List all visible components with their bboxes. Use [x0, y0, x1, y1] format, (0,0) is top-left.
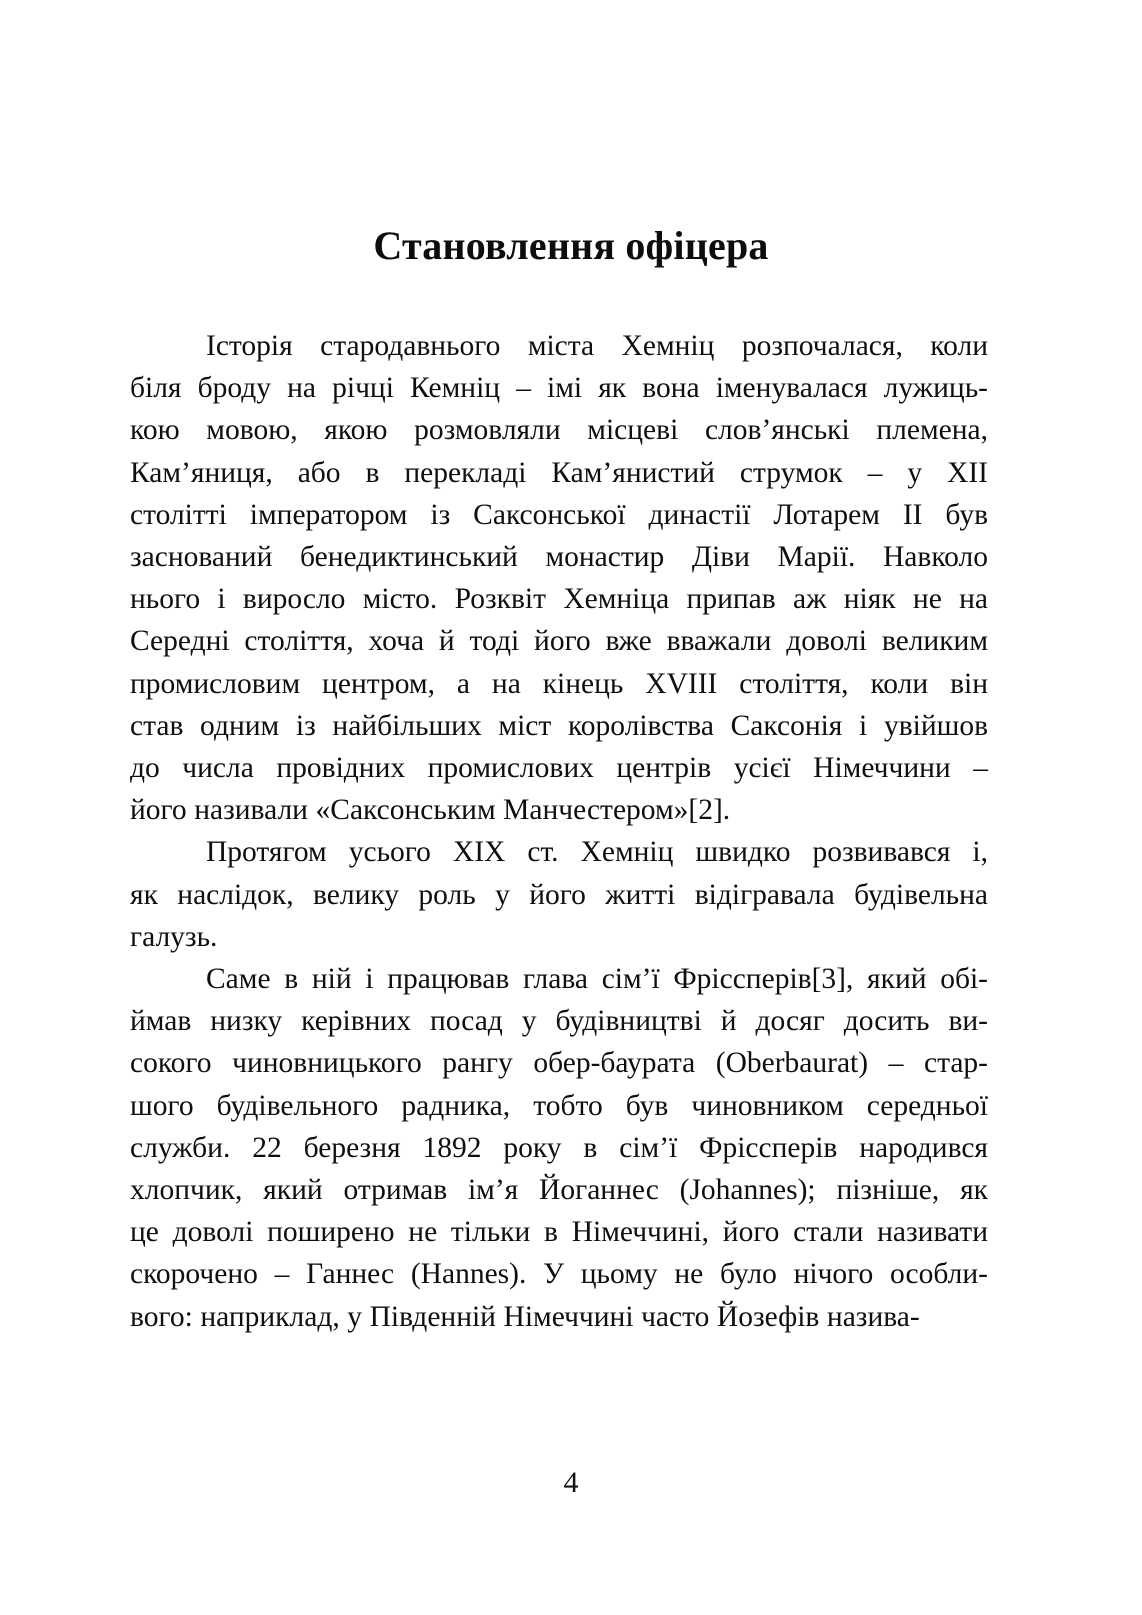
text-line: став одним із найбільших міст королівства Саксонія і увійшов: [130, 709, 988, 742]
text-line: Саме в ній і працював глава сім’ї Фріссперів[3], який обі-: [206, 963, 988, 996]
text-line: хлопчик, який отримав ім’я Йоганнес (Johannes); пізніше, як: [130, 1174, 988, 1207]
text-line: скорочено – Ганнес (Hannes). У цьому не було нічого особли-: [130, 1258, 988, 1291]
text-line: його називали «Саксонським Манчестером»[2].: [130, 794, 731, 827]
text-line: ймав низку керівних посад у будівництві й досяг досить ви-: [130, 1005, 988, 1038]
paragraph-2: [130, 831, 988, 958]
text-line: нього і виросло місто. Розквіт Хемніца припав аж ніяк не на: [130, 583, 988, 616]
text-line: Історія стародавнього міста Хемніц розпочалася, коли: [206, 330, 988, 362]
text-line: сокого чиновницького рангу обер-баурата (Oberbaurat) – стар-: [130, 1047, 988, 1080]
text-line: вого: наприклад, у Південній Німеччині часто Йозефів назива-: [130, 1300, 920, 1333]
page-number: 4: [563, 1466, 579, 1499]
text-line: як наслідок, велику роль у його житті відігравала будівельна: [130, 878, 988, 911]
text-line: шого будівельного радника, тобто був чиновником середньої: [130, 1089, 988, 1122]
text-line: галузь.: [130, 920, 218, 953]
text-line: промисловим центром, а на кінець XVIII століття, коли він: [130, 667, 988, 700]
page-title: Становлення офіцера: [373, 222, 769, 268]
text-line: столітті імператором із Саксонської династії Лотарем II був: [130, 498, 988, 531]
body-text-block: [130, 325, 988, 1338]
text-line: служби. 22 березня 1892 року в сім’ї Фріссперів народився: [130, 1131, 988, 1164]
paragraph-3: [130, 958, 988, 1338]
text-line: біля броду на річці Кемніц – імі як вона іменувалася лужиць-: [130, 372, 988, 405]
text-line: це доволі поширено не тільки в Німеччині, його стали називати: [130, 1216, 988, 1249]
text-line: кою мовою, якою розмовляли місцеві слов’янські племена,: [130, 414, 988, 447]
text-line: Протягом усього XIX ст. Хемніц швидко розвивався і,: [206, 836, 988, 869]
text-line: до числа провідних промислових центрів усієї Німеччини –: [130, 752, 988, 785]
text-line: Кам’яниця, або в перекладі Кам’янистий струмок – у XII: [130, 456, 988, 489]
text-line: Середні століття, хоча й тоді його вже вважали доволі великим: [130, 625, 988, 658]
paragraph-1: [130, 325, 988, 831]
text-line: заснований бенедиктинський монастир Діви Марії. Навколо: [130, 541, 988, 574]
